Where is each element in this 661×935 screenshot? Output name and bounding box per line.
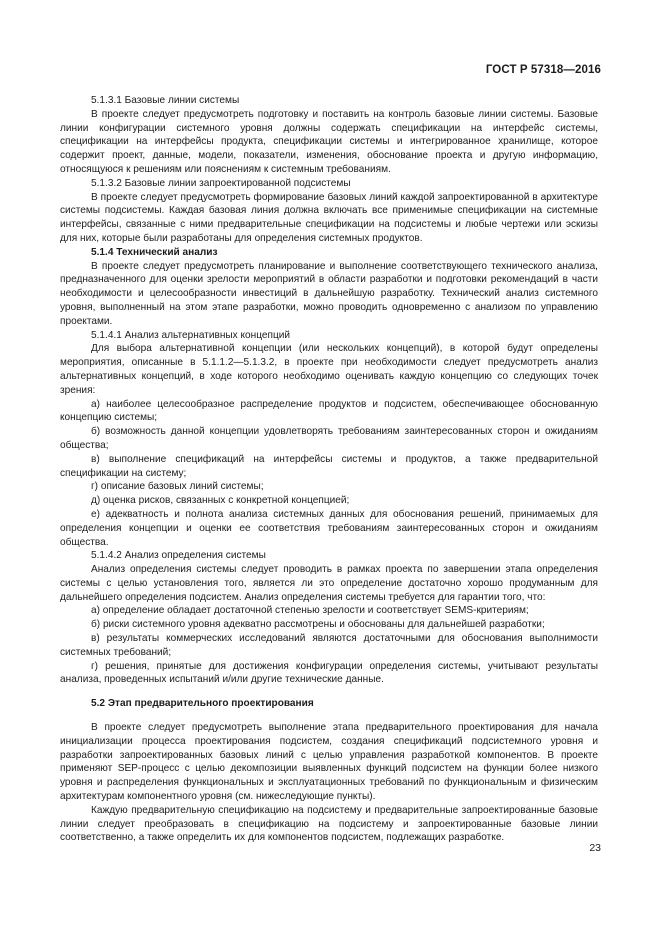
standard-header: ГОСТ Р 57318—2016 [485, 64, 601, 76]
document-body [60, 94, 598, 845]
list-item: е) адекватность и полнота анализа системных данных для обоснования решений, принимаемых для определения концепции и оценки ее соответствия требованиям заинтересованных сторон и ожиданиям общества. [60, 508, 598, 548]
list-item: б) возможность данной концепции удовлетворять требованиям заинтересованных сторон и ожиданиям общества; [60, 426, 598, 451]
list-item: г) решения, принятые для достижения конфигурации определения системы, учитывают результаты анализа, проведенных испытаний и/или другие технические данные. [60, 660, 598, 686]
clause-heading-5-1-3-1: 5.1.3.1 Базовые линии системы [91, 95, 240, 106]
paragraph: В проекте следует предусмотреть подготовку и поставить на контроль базовые линии системы. Базовые линии конфигурации системного уровня должны содержать спецификации на интерфейс системы, спецификации на интерфейсы продукта, спецификации системы и интегрированное хранилище, которое содержит проект, данные, модели, показатели, изменения, обоснование проекта и другую информацию, относящуюся к решениям или пояснениям к системным требованиям. [60, 108, 598, 175]
list-item: г) описание базовых линий системы; [91, 481, 264, 493]
list-item: в) выполнение спецификаций на интерфейсы системы и продуктов, а также предварительной спецификации на систему; [60, 453, 598, 479]
list-item: б) риски системного уровня адекватно рассмотрены и обоснованы для дальнейшей разработки; [91, 619, 545, 631]
paragraph: Анализ определения системы следует проводить в рамках проекта по завершении этапа определения системы с целью установления того, является ли это определение достаточно хорошо продуманным для дальнейшего определения подсистем. Анализ определения системы требуется для гарантии того, что: [60, 564, 598, 603]
paragraph: Для выбора альтернативной концепции (или нескольких концепций), в которой будут определены мероприятия, описанные в 5.1.1.2—5.1.3.2, в проекте при необходимости следует предусмотреть анализ альтернативных концепций, в ходе которого необходимо оценивать каждую концепцию со следующих точек зрения: [60, 343, 598, 396]
clause-heading-5-1-3-2: 5.1.3.2 Базовые линии запроектированной подсистемы [91, 177, 351, 189]
paragraph: Каждую предварительную спецификацию на подсистему и предварительные запроектированные базовые линии следует преобразовать в спецификацию на подсистему и запроектированные базовые линии соответственно, а также определить их для компонентов подсистем, подлежащих разработке. [60, 804, 598, 844]
clause-heading-5-1-4-1: 5.1.4.1 Анализ альтернативных концепций [91, 329, 291, 341]
list-item: а) наиболее целесообразное распределение продуктов и подсистем, обеспечивающее обоснованную концепцию системы; [60, 398, 598, 424]
page-number: 23 [589, 842, 601, 854]
list-item: в) результаты коммерческих исследований являются достаточными для обоснования выполнимости системных требований; [60, 633, 598, 658]
paragraph: В проекте следует предусмотреть выполнение этапа предварительного проектирования для начала инициализации процесса проектирования подсистем, создания спецификаций подсистемного уровня и разработки запроектированных базовых линий с целью управления разработкой компонентов. В проекте применяют SEP-процесс с целью декомпозиции выявленных функций подсистем на функции более низкого уровня и распределения функциональных и эксплуатационных требований по функциональным и физическим архитектурам компонентного уровня (см. нижеследующие пункты). [60, 722, 598, 803]
section-heading-5-2: 5.2 Этап предварительного проектирования [91, 698, 314, 710]
list-item: а) определение обладает достаточной степенью зрелости и соответствует SEMS-критериям; [91, 605, 529, 617]
paragraph: В проекте следует предусмотреть планирование и выполнение соответствующего технического анализа, предназначенного для оценки зрелости мероприятий в области разработки и подготовки рекомендаций в части необходимости и целесообразности инвестиций в дальнейшую разработку. Технический анализ системного уровня, выполненный на этом этапе разработки, можно проводить одновременно с анализом по управлению проектами. [60, 260, 598, 327]
clause-heading-5-1-4-2: 5.1.4.2 Анализ определения системы [91, 550, 266, 562]
list-item: д) оценка рисков, связанных с конкретной концепцией; [91, 495, 350, 507]
paragraph: В проекте следует предусмотреть формирование базовых линий каждой запроектированной в архитектуре системы подсистемы. Каждая базовая линия должна включать все применимые спецификации на системные интерфейсы, связанные с ними предварительные спецификации на подсистемы и любые чертежи или эскизы для них, которые были разработаны для определения системных продуктов. [60, 191, 598, 244]
section-heading-5-1-4: 5.1.4 Технический анализ [91, 246, 218, 258]
